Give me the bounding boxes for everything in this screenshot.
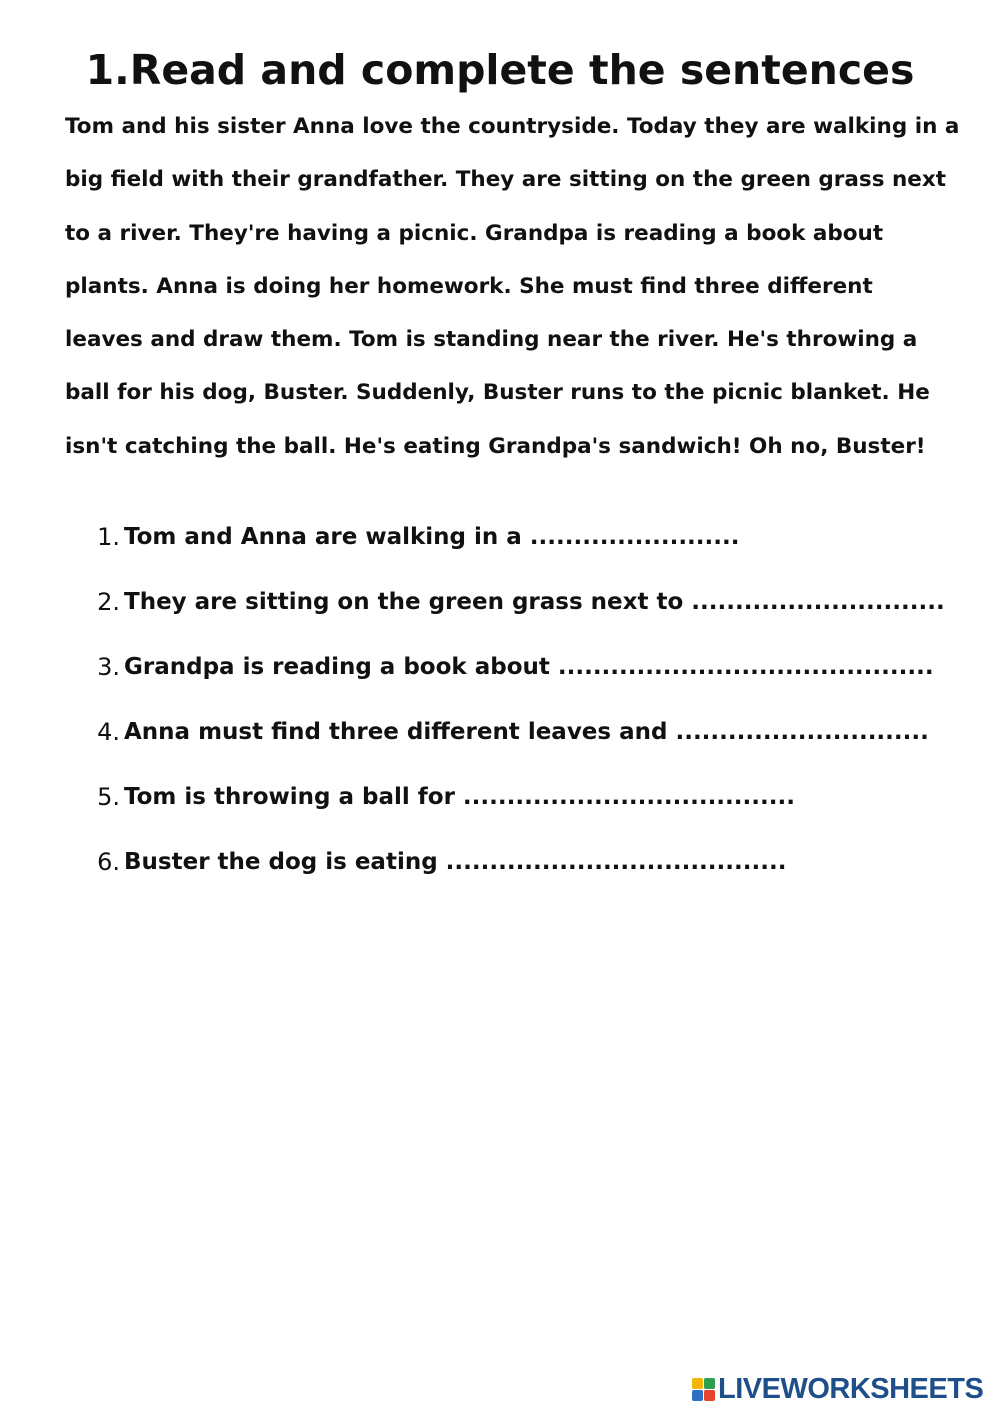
question-number: 4. <box>97 718 120 746</box>
question-item <box>0 830 1000 895</box>
question-text: Tom and Anna are walking in a ........................ <box>124 524 740 550</box>
question-number: 1. <box>97 523 120 551</box>
logo-square <box>704 1390 715 1401</box>
question-item <box>0 570 1000 635</box>
question-item <box>0 700 1000 765</box>
question-text: Buster the dog is eating ....................................... <box>124 849 787 875</box>
question-number: 6. <box>97 848 120 876</box>
logo-square <box>692 1390 703 1401</box>
passage-line: plants. Anna is doing her homework. She must find three different <box>65 273 873 299</box>
passage-line: to a river. They're having a picnic. Grandpa is reading a book about <box>65 220 884 246</box>
question-number: 3. <box>97 653 120 681</box>
question-text: Tom is throwing a ball for ...................................... <box>124 784 795 810</box>
page-title: 1.Read and complete the sentences <box>85 46 915 94</box>
question-list <box>0 505 1000 895</box>
question-number: 2. <box>97 588 120 616</box>
question-number: 5. <box>97 783 120 811</box>
passage-line: big field with their grandfather. They are sitting on the green grass next <box>65 167 947 193</box>
passage-line: ball for his dog, Buster. Suddenly, Buster runs to the picnic blanket. He <box>65 380 930 406</box>
logo-text: LIVEWORKSHEETS <box>718 1373 984 1405</box>
logo-square <box>704 1378 715 1389</box>
question-item <box>0 505 1000 570</box>
passage-line: isn't catching the ball. He's eating Grandpa's sandwich! Oh no, Buster! <box>65 433 926 459</box>
passage-line: leaves and draw them. Tom is standing near the river. He's throwing a <box>65 327 918 353</box>
liveworksheets-logo[interactable] <box>692 1373 983 1405</box>
question-text: Grandpa is reading a book about ........................................... <box>124 654 934 680</box>
question-item <box>0 635 1000 700</box>
passage-line: Tom and his sister Anna love the countryside. Today they are walking in a <box>65 114 960 139</box>
question-text: Anna must find three different leaves and ............................. <box>124 719 929 745</box>
question-item <box>0 765 1000 830</box>
question-text: They are sitting on the green grass next to ............................. <box>124 589 945 615</box>
reading-passage <box>65 100 960 473</box>
logo-mark-icon <box>692 1378 715 1401</box>
logo-square <box>692 1378 703 1389</box>
